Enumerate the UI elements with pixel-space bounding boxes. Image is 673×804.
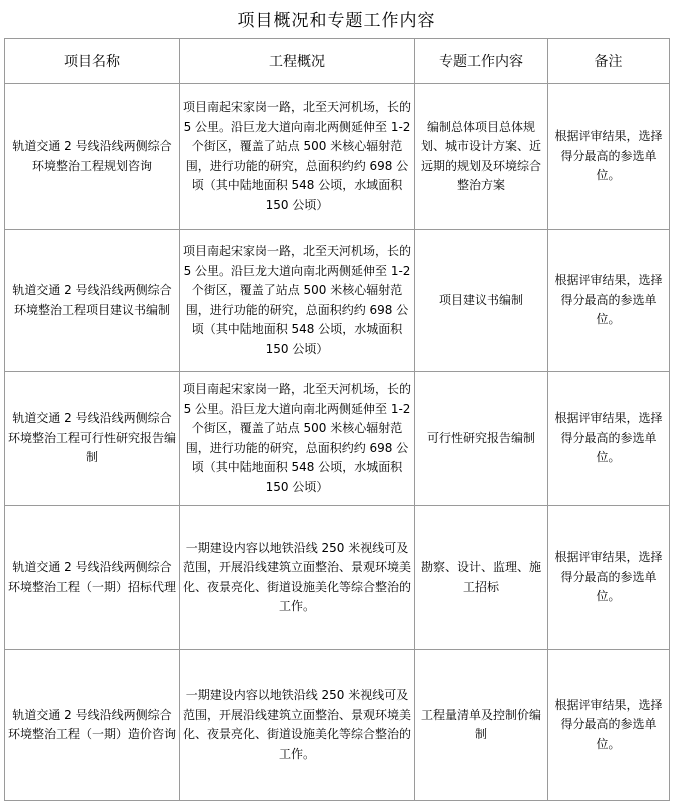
page-title: 项目概况和专题工作内容 bbox=[237, 11, 436, 31]
table-row bbox=[5, 650, 670, 801]
topic-cell: 勘察、设计、监理、施工招标 bbox=[415, 506, 548, 650]
table-header-row bbox=[5, 39, 670, 84]
note-cell: 根据评审结果，选择得分最高的参选单位。 bbox=[548, 84, 670, 230]
header-overview: 工程概况 bbox=[180, 39, 415, 84]
overview-cell: 项目南起宋家岗一路，北至天河机场，长的 5 公里。沿巨龙大道向南北两侧延伸至 1-2 个街区，覆盖了站点 500 米核心辐射范围，进行功能的研究，总面积约约 698 公顷（其中陆地面积 548 公顷，水域面积 150 公顷） bbox=[180, 84, 415, 230]
note-cell: 根据评审结果，选择得分最高的参选单位。 bbox=[548, 506, 670, 650]
topic-cell: 可行性研究报告编制 bbox=[415, 372, 548, 506]
overview-cell: 项目南起宋家岗一路，北至天河机场，长的 5 公里。沿巨龙大道向南北两侧延伸至 1-2 个街区，覆盖了站点 500 米核心辐射范围，进行功能的研究，总面积约约 698 公顷（其中陆地面积 548 公顷，水城面积 150 公顷） bbox=[180, 372, 415, 506]
overview-cell: 项目南起宋家岗一路，北至天河机场，长的 5 公里。沿巨龙大道向南北两侧延伸至 1-2 个街区，覆盖了站点 500 米核心辐射范围，进行功能的研究，总面积约约 698 公顷（其中陆地面积 548 公顷，水城面积 150 公顷） bbox=[180, 230, 415, 372]
overview-cell: 一期建设内容以地铁沿线 250 米视线可及范围，开展沿线建筑立面整治、景观环境美化、夜景亮化、街道设施美化等综合整治的工作。 bbox=[180, 506, 415, 650]
note-cell: 根据评审结果，选择得分最高的参选单位。 bbox=[548, 230, 670, 372]
project-name-cell: 轨道交通 2 号线沿线两侧综合环境整治工程（一期）招标代理 bbox=[5, 506, 180, 650]
project-table bbox=[4, 38, 670, 801]
topic-cell: 编制总体项目总体规划、城市设计方案、近远期的规划及环境综合整治方案 bbox=[415, 84, 548, 230]
note-cell: 根据评审结果，选择得分最高的参选单位。 bbox=[548, 650, 670, 801]
table-row bbox=[5, 506, 670, 650]
project-name-cell: 轨道交通 2 号线沿线两侧综合环境整治工程项目建议书编制 bbox=[5, 230, 180, 372]
table-row bbox=[5, 84, 670, 230]
topic-cell: 项目建议书编制 bbox=[415, 230, 548, 372]
project-name-cell: 轨道交通 2 号线沿线两侧综合环境整治工程（一期）造价咨询 bbox=[5, 650, 180, 801]
table-row bbox=[5, 372, 670, 506]
overview-cell: 一期建设内容以地铁沿线 250 米视线可及范围，开展沿线建筑立面整治、景观环境美化、夜景亮化、街道设施美化等综合整治的工作。 bbox=[180, 650, 415, 801]
header-project-name: 项目名称 bbox=[5, 39, 180, 84]
project-name-cell: 轨道交通 2 号线沿线两侧综合环境整治工程规划咨询 bbox=[5, 84, 180, 230]
note-cell: 根据评审结果，选择得分最高的参选单位。 bbox=[548, 372, 670, 506]
header-note: 备注 bbox=[548, 39, 670, 84]
project-name-cell: 轨道交通 2 号线沿线两侧综合环境整治工程可行性研究报告编制 bbox=[5, 372, 180, 506]
topic-cell: 工程量清单及控制价编制 bbox=[415, 650, 548, 801]
header-topic: 专题工作内容 bbox=[415, 39, 548, 84]
table-row bbox=[5, 230, 670, 372]
